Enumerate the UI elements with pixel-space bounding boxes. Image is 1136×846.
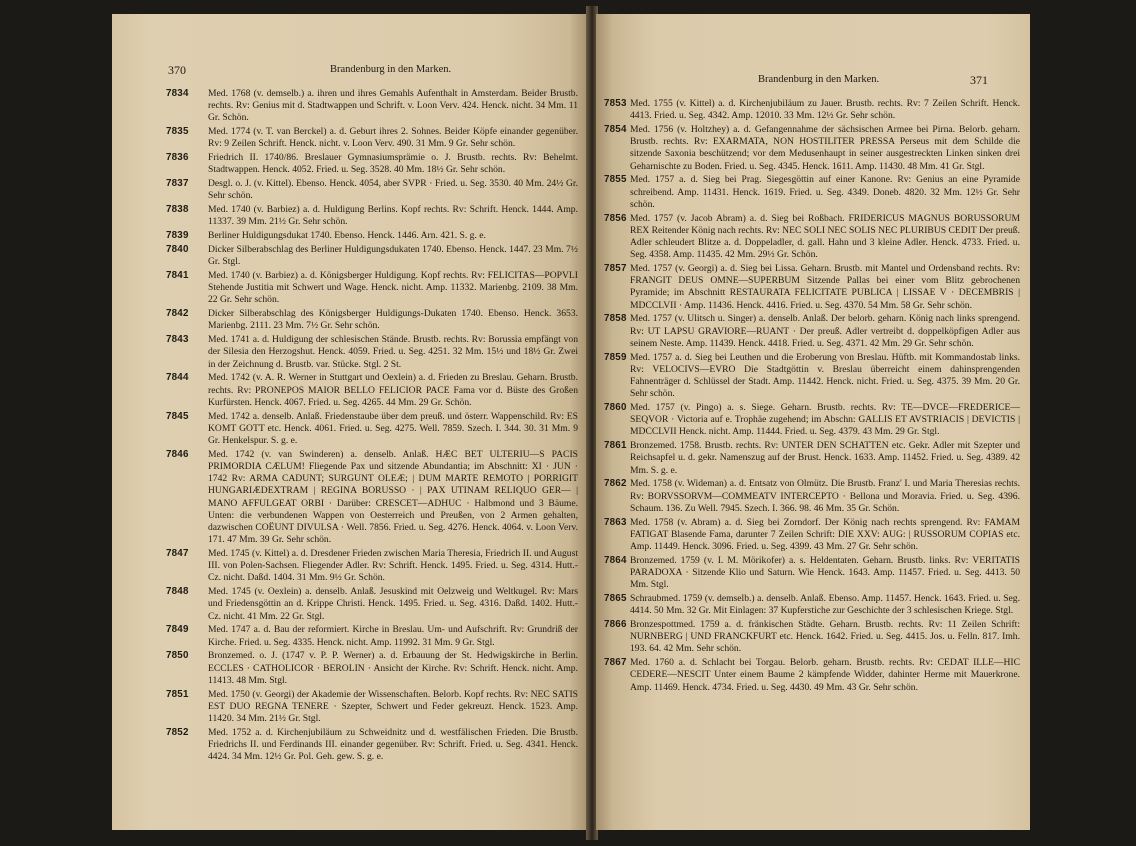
lot-description: Med. 1757 (v. Pingo) a. s. Siege. Geharn. Brustb. rechts. Rv: TE—DVCE—FREDERICE—SEQVOR · Victoria auf e. Trophäe zugehend; im Abschn: GALLIS ET AVSTRIACIS | DEVICTIS | MDCCLVII Henck. nicht. Amp. 11444. Fried. u. Seg. 4379. 43 Mm. 29 Gr. Stgl. bbox=[630, 402, 1020, 438]
lot-description: Med. 1747 a. d. Bau der reformiert. Kirche in Breslau. Um- und Aufschrift. Rv: Grundriß der Kirche. Fried. u. Seg. 4335. Henck. nicht. Amp. 11992. 31 Mm. 9 Gr. Stgl. bbox=[208, 624, 578, 648]
catalog-entry bbox=[604, 213, 1020, 262]
lot-number: 7856 bbox=[604, 212, 627, 224]
lot-number: 7839 bbox=[166, 230, 189, 242]
page-number-right: 371 bbox=[970, 73, 988, 87]
catalog-entry bbox=[604, 98, 1020, 122]
lot-number: 7840 bbox=[166, 244, 189, 255]
lot-description: Med. 1752 a. d. Kirchenjubiläum zu Schweidnitz und d. westfälischen Frieden. Die Brustb. Friedrichs II. und Ferdinands III. einander gegenüber. Rv: Schrift. Fried. u. Seg. 4341. Henck. 4424. 34 Mm. 12½ Gr. Pol. Geh. gew. S. g. e. bbox=[208, 726, 578, 763]
lot-number: 7845 bbox=[166, 410, 189, 422]
lot-description: Schraubmed. 1759 (v. demselb.) a. denselb. Anlaß. Ebenso. Amp. 11457. Henck. 1643. Fried. u. Seg. 4414. 50 Mm. 32 Gr. Mit Einlagen: 37 Kupferstiche zur Geschichte der 3 schlesischen Kriege. Stgl. bbox=[630, 593, 1020, 617]
lot-description: Med. 1741 a. d. Huldigung der schlesischen Stände. Brustb. rechts. Rv: Borussia empfängt von der Silesia den Herzogshut. Henck. 4059. Fried. u. Seg. 4251. 32 Mm. 15½ und 18½ Gr. Zwei in der Zeichnung d. Brustb. var. Stücke. Stgl. 2 St. bbox=[208, 334, 578, 370]
lot-description: Bronzemed. 1759 (v. I. M. Mörikofer) a. s. Heldentaten. Geharn. Brustb. links. Rv: VERITATIS PARADOXA · Sitzende Klio und Saturn. Wie Henck. 1643. Amp. 11457. Fried. u. Seg. 4413. 50 Mm. Stgl. bbox=[630, 554, 1020, 591]
lot-number: 7835 bbox=[166, 126, 189, 138]
lot-number: 7844 bbox=[166, 372, 189, 384]
catalog-entry bbox=[604, 174, 1020, 211]
catalog-entry bbox=[166, 372, 578, 409]
catalog-entry bbox=[604, 593, 1020, 617]
catalog-entry bbox=[166, 204, 578, 228]
lot-description: Med. 1757 a. d. Sieg bei Leuthen und die Eroberung von Breslau. Hüftb. mit Kommandostab links. Rv: VELOCIVS—EVRO Die Stadtgöttin v. Breslau überreicht einem dahinsprengenden Fahnenträger d. Schlüssel der Stadt. Amp. 11442. Henck. nicht. Fried. u. Seg. 4375. 39 Mm. 20 Gr. Sehr schön. bbox=[630, 351, 1020, 400]
lot-number: 7853 bbox=[604, 98, 627, 109]
lot-description: Med. 1758 (v. Wideman) a. d. Entsatz von Olmütz. Die Brustb. Franz' I. und Maria Theresias rechts. Rv: BORVSSORVM—COMMEATV INTERCEPTO · Bellona und Moravia. Fried. u. Seg. 4396. Schaum. 136. Zu Well. 7945. Szech. I. 366. 98. 46 Mm. 35 Gr. Schön. bbox=[630, 478, 1020, 514]
lot-number: 7852 bbox=[166, 726, 189, 738]
catalog-entry bbox=[166, 270, 578, 307]
lot-description: Med. 1755 (v. Kittel) a. d. Kirchenjubiläum zu Jauer. Brustb. rechts. Rv: 7 Zeilen Schrift. Henck. 4413. Fried. u. Seg. 4342. Amp. 12010. 33 Mm. 12½ Gr. Sehr schön. bbox=[630, 98, 1020, 122]
lot-description: Desgl. o. J. (v. Kittel). Ebenso. Henck. 4054, aber SVPR · Fried. u. Seg. 3530. 40 Mm. 24½ Gr. Sehr schön. bbox=[208, 178, 578, 202]
catalog-entry bbox=[604, 619, 1020, 656]
lot-number: 7866 bbox=[604, 619, 627, 631]
catalog-entry bbox=[604, 517, 1020, 554]
left-page bbox=[112, 14, 588, 830]
catalog-entry bbox=[166, 126, 578, 150]
lot-number: 7842 bbox=[166, 308, 189, 320]
lot-number: 7841 bbox=[166, 270, 189, 281]
lot-description: Med. 1774 (v. T. van Berckel) a. d. Geburt ihres 2. Sohnes. Beider Köpfe einander gegenüber. Rv: 9 Zeilen Schrift. Henck. nicht. v. Loon Verv. 490. 31 Mm. 9 Gr. Sehr schön. bbox=[208, 126, 578, 150]
catalog-entry bbox=[166, 244, 578, 268]
lot-number: 7867 bbox=[604, 657, 627, 669]
lot-number: 7850 bbox=[166, 650, 189, 662]
lot-description: Friedrich II. 1740/86. Breslauer Gymnasiumsprämie o. J. Brustb. rechts. Rv: Behelmt. Stadtwappen. Henck. 4052. Fried. u. Seg. 3528. 40 Mm. 18½ Gr. Sehr schön. bbox=[208, 152, 578, 176]
catalog-entry bbox=[604, 352, 1020, 401]
catalog-entry bbox=[166, 230, 578, 242]
catalog-entry bbox=[166, 586, 578, 623]
lot-description: Med. 1757 (v. Ulitsch u. Singer) a. denselb. Anlaß. Der belorb. geharn. König nach links sprengend. Rv: UT LAPSU GRAVIORE—RUANT · Der preuß. Adler vertreibt d. doppelköpfigen Adler aus seinem Neste. Amp. 11439. Henck. 4418. Fried. u. Seg. 4371. 42 Mm. 29 Gr. Sehr schön. bbox=[630, 313, 1020, 349]
catalog-entry bbox=[166, 624, 578, 648]
catalog-entry bbox=[166, 152, 578, 176]
lot-description: Med. 1756 (v. Holtzhey) a. d. Gefangennahme der sächsischen Armee bei Pirna. Belorb. geharn. Brustb. rechts. Rv: EXARMATA, NON HOSTILITER PRESSA Perseus mit dem Schilde die sitzende Saxonia beschützend; vor dem Medusenhaupt in seiner ausgestreckten Linken sinken drei Geharnischte zu Boden. Fried. u. Seg. 4345. Henck. 1611. Amp. 11430. 48 Mm. 41 Gr. Stgl. bbox=[630, 124, 1020, 172]
catalog-entry bbox=[166, 411, 578, 448]
catalog-entry bbox=[604, 478, 1020, 515]
lot-description: Bronzespottmed. 1759 a. d. fränkischen Städte. Geharn. Brustb. rechts. Rv: 11 Zeilen Schrift: NURNBERG | UND FRANCKFURT etc. Henck. 1642. Fried. u. Seg. 4415. Jos. u. Felln. 817. Imh. 193. 64. 42 Mm. Sehr schön. bbox=[630, 619, 1020, 655]
catalog-entry bbox=[604, 402, 1020, 439]
lot-description: Bronzemed. o. J. (1747 v. P. P. Werner) a. d. Erbauung der St. Hedwigskirche in Berlin. ECCLES · CATHOLICOR · BEROLIN · Ansicht der Kirche. Rv: Schrift. Henck. nicht. Amp. 11413. 48 Mm. Stgl. bbox=[208, 650, 578, 686]
lot-description: Bronzemed. 1758. Brustb. rechts. Rv: UNTER DEN SCHATTEN etc. Gekr. Adler mit Szepter und Reichsapfel u. d. gekr. Namenszug auf der Brust. Henck. 1633. Amp. 11452. Fried. u. Seg. 4389. 42 Mm. S. g. e. bbox=[630, 440, 1020, 476]
catalog-entry bbox=[604, 263, 1020, 312]
catalog-entries-right bbox=[604, 98, 1020, 695]
catalog-entry bbox=[604, 440, 1020, 477]
lot-number: 7837 bbox=[166, 178, 189, 190]
lot-description: Med. 1745 (v. Kittel) a. d. Dresdener Frieden zwischen Maria Theresia, Friedrich II. und August III. von Polen-Sachsen. Fliegender Adler. Rv: Schrift. Henck. 1495. Fried. u. Seg. 4314. Hutt.-Cz. nicht. Daßd. 1404. 31 Mm. 9½ Gr. Schön. bbox=[208, 548, 578, 584]
lot-number: 7834 bbox=[166, 88, 189, 99]
catalog-entry bbox=[166, 689, 578, 726]
catalog-entry bbox=[604, 657, 1020, 694]
catalog-entry bbox=[166, 548, 578, 585]
catalog-entry bbox=[166, 334, 578, 371]
lot-description: Med. 1745 (v. Oexlein) a. denselb. Anlaß. Jesuskind mit Oelzweig und Weltkugel. Rv: Mars und Friedensgöttin an d. Krippe Christi. Henck. 1495. Fried. u. Seg. 4316. Daßd. 1402. Hutt.-Cz. nicht. 41 Mm. 22 Gr. Stgl. bbox=[208, 586, 578, 622]
running-header-left: Brandenburg in den Marken. bbox=[330, 64, 452, 75]
lot-description: Med. 1757 (v. Jacob Abram) a. d. Sieg bei Roßbach. FRIDERICUS MAGNUS BORUSSORUM REX Reitender König nach rechts. Rv: NEC SOLI NEC SOLIS NEC PLURIBUS CEDIT Der preuß. Adler schleudert Blitze a. d. Doppeladler, d. gall. Hahn und 3 kleine Adler. Henck. 4733. Fried. u. Seg. 4358. Amp. 11435. 42 Mm. 29½ Gr. Schön. bbox=[630, 212, 1020, 261]
lot-description: Med. 1768 (v. demselb.) a. ihren und ihres Gemahls Aufenthalt in Amsterdam. Beider Brustb. rechts. Rv: Genius mit d. Stadtwappen und Schrift. v. Loon Verv. 424. Henck. nicht. 34 Mm. 11 Gr. Schön. bbox=[208, 88, 578, 124]
running-header-right: Brandenburg in den Marken. bbox=[758, 74, 880, 85]
lot-number: 7864 bbox=[604, 554, 627, 566]
catalog-entry bbox=[166, 449, 578, 547]
lot-description: Med. 1760 a. d. Schlacht bei Torgau. Belorb. geharn. Brustb. rechts. Rv: CEDAT ILLE—HIC CEDERE—NESCIT Unter einem Baume 2 kämpfende Widder, dahinter Herme mit Mauerkrone. Amp. 11469. Henck. 4734. Fried. u. Seg. 4430. 49 Mm. 43 Gr. Sehr schön. bbox=[630, 657, 1020, 693]
lot-description: Med. 1750 (v. Georgi) der Akademie der Wissenschaften. Belorb. Kopf rechts. Rv: NEC SATIS EST DUO REGNA TENERE · Szepter, Schwert und Feder gekreuzt. Henck. 1523. Amp. 11420. 34 Mm. 21½ Gr. Stgl. bbox=[208, 688, 578, 725]
page-number-left: 370 bbox=[168, 63, 186, 77]
lot-number: 7836 bbox=[166, 152, 189, 164]
lot-number: 7865 bbox=[604, 593, 627, 605]
catalog-entries-left bbox=[166, 88, 578, 765]
lot-number: 7857 bbox=[604, 263, 627, 275]
lot-number: 7854 bbox=[604, 124, 627, 135]
lot-number: 7843 bbox=[166, 334, 189, 346]
lot-number: 7861 bbox=[604, 440, 627, 452]
lot-description: Med. 1740 (v. Barbiez) a. d. Huldigung Berlins. Kopf rechts. Rv: Schrift. Henck. 1444. Amp. 11337. 39 Mm. 21½ Gr. Sehr schön. bbox=[208, 204, 578, 228]
lot-description: Med. 1740 (v. Barbiez) a. d. Königsberger Huldigung. Kopf rechts. Rv: FELICITAS—POPVLI Stehende Justitia mit Schwert und Wage. Henck. nicht. Amp. 11332. Marienbg. 2109. 38 Mm. 22 Gr. Sehr schön. bbox=[208, 270, 578, 306]
catalog-entry bbox=[604, 555, 1020, 592]
catalog-entry bbox=[604, 313, 1020, 350]
right-page bbox=[596, 14, 1030, 830]
catalog-entry bbox=[166, 178, 578, 202]
catalog-entry bbox=[166, 88, 578, 125]
lot-number: 7862 bbox=[604, 478, 627, 490]
lot-number: 7848 bbox=[166, 586, 189, 598]
lot-description: Med. 1757 (v. Georgi) a. d. Sieg bei Lissa. Geharn. Brustb. mit Mantel und Ordensband rechts. Rv: FRANGIT DEUS OMNE—SUPERBUM Sitzende Pallas bei einer vom Blitz gebrochenen Pyramide; im Abschnitt RESTAURATA FELICITATE PUBLICA | LISSAE V · DECEMBRIS | MDCCLVII · Amp. 11436. Henck. 4416. Fried. u. Seg. 4370. 54 Mm. 58 Gr. Sehr schön. bbox=[630, 263, 1020, 311]
lot-number: 7855 bbox=[604, 174, 627, 186]
lot-number: 7858 bbox=[604, 313, 627, 325]
lot-number: 7838 bbox=[166, 204, 189, 216]
catalog-entry bbox=[604, 124, 1020, 173]
lot-number: 7859 bbox=[604, 351, 627, 363]
lot-number: 7860 bbox=[604, 402, 627, 414]
lot-description: Med. 1742 (v. A. R. Werner in Stuttgart und Oexlein) a. d. Frieden zu Breslau. Geharn. Brustb. rechts. Rv: PRONEPOS MAIOR BELLO FELICIOR PACE Fama vor d. Büste des Großen Kurfürsten. Henck. 4067. Fried. u. Seg. 4265. 44 Mm. 29 Gr. Schön. bbox=[208, 372, 578, 408]
lot-number: 7849 bbox=[166, 624, 189, 636]
lot-description: Dicker Silberabschlag des Berliner Huldigungsdukaten 1740. Ebenso. Henck. 1447. 23 Mm. 7½ Gr. Stgl. bbox=[208, 244, 578, 268]
lot-description: Berliner Huldigungsdukat 1740. Ebenso. Henck. 1446. Arn. 421. S. g. e. bbox=[208, 230, 486, 242]
catalog-entry bbox=[166, 308, 578, 332]
lot-number: 7851 bbox=[166, 688, 189, 700]
lot-description: Med. 1757 a. d. Sieg bei Prag. Siegesgöttin auf einer Kanone. Rv: Genius an eine Pyramide schreibend. Amp. 11431. Henck. 1619. Fried. u. Seg. 4349. Doneb. 4820. 32 Mm. 12½ Gr. Sehr schön. bbox=[630, 174, 1020, 210]
lot-number: 7863 bbox=[604, 516, 627, 528]
lot-number: 7846 bbox=[166, 448, 189, 460]
lot-number: 7847 bbox=[166, 548, 189, 560]
catalog-entry bbox=[166, 650, 578, 687]
lot-description: Dicker Silberabschlag des Königsberger Huldigungs-Dukaten 1740. Ebenso. Henck. 3653. Marienbg. 2111. 23 Mm. 7½ Gr. Sehr schön. bbox=[208, 308, 578, 332]
lot-description: Med. 1742 (v. van Swinderen) a. denselb. Anlaß. HÆC BET ULTERIU—S PACIS PRIMORDIA CÆLUM! Fliegende Pax und sitzende Abundantia; im Abschnitt: XI · JUN · 1742 Rv: ARMA CADUNT; SURGUNT OLEÆ; | DUM MARTE REMOTO | PORRIGIT HUNGARIÆDEXTRAM | REGINA BORUSSO · | PAX UTINAM RELIQUO GER— | MANO AFFULGEAT ORBI · Darüber: CRESCET—ADHUC · Halbmond und 3 Bäume. Unten: die verbundenen Wappen von Oesterreich und Preußen, von 2 Armen gehalten, dazwischen COËUNT DIVULSA · Well. 7856. Fried. u. Seg. 4276. Henck. 4064. v. Loon Verv. 171. 47 Mm. 39 Gr. Sehr schön. bbox=[208, 448, 578, 546]
catalog-entry bbox=[166, 727, 578, 764]
lot-description: Med. 1758 (v. Abram) a. d. Sieg bei Zorndorf. Der König nach rechts sprengend. Rv: FAMAM FATIGAT Blasende Fama, darunter 7 Zeilen Schrift: DIE XXV: AUG: | RUSSORUM COPIAS etc. Amp. 11449. Henck. 3096. Fried. u. Seg. 4399. 43 Mm. 27 Gr. Sehr schön. bbox=[630, 516, 1020, 553]
lot-description: Med. 1742 a. denselb. Anlaß. Friedenstaube über dem preuß. und österr. Wappenschild. Rv: ES KOMT GOTT etc. Henck. 4061. Fried. u. Seg. 4275. Well. 7859. Szech. I. 344. 30. 31 Mm. 9 Gr. Henkelspur. S. g. e. bbox=[208, 410, 578, 447]
